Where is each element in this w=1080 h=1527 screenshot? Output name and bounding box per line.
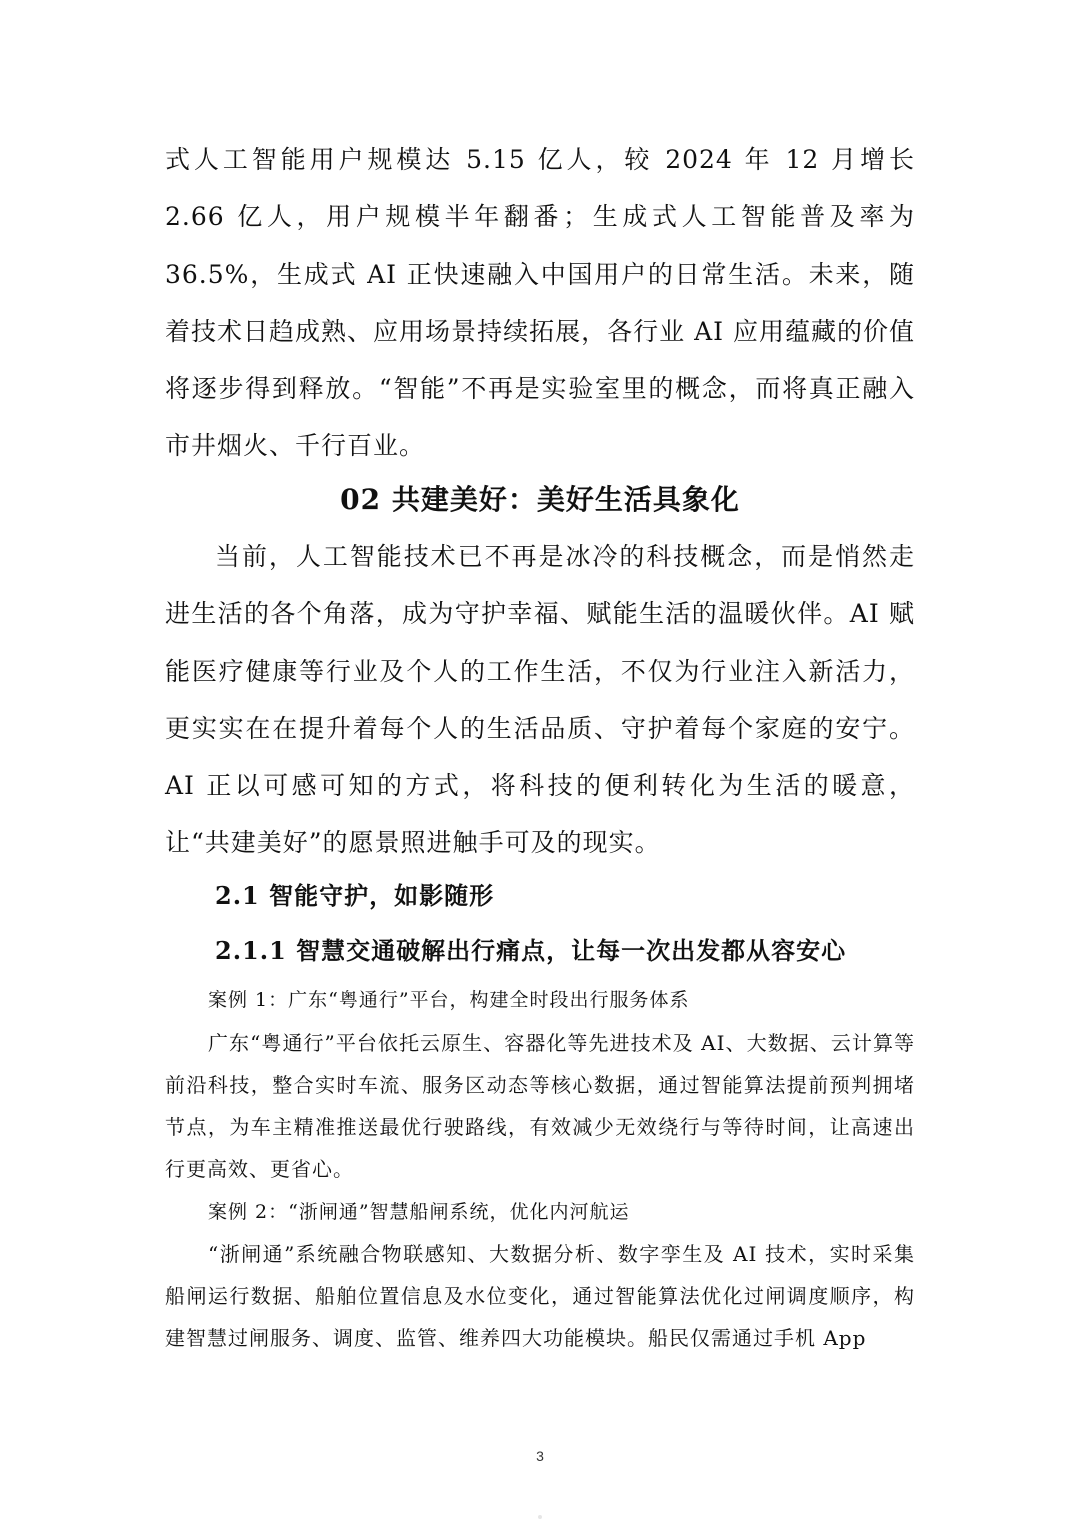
subsubsection-title: 2.1.1 智慧交通破解出行痛点，让每一次出发都从容安心 <box>215 936 847 965</box>
page-number: 3 <box>536 1448 544 1464</box>
intro-paragraph: 式人工智能用户规模达 5.15 亿人，较 2024 年 12 月增长 2.66 亿人，用户规模半年翻番；生成式人工智能普及率为 36.5%，生成式 AI 正快速融入中国用户的日常生活。未来，随着技术日趋成熟、应用场景持续拓展，各行业 AI 应用蕴藏的价值将逐步得到释放。“智能”不再是实验室里的概念，而将真正融入市井烟火、千行百业。 <box>165 145 915 461</box>
case2-title: 案例 2：“浙闸通”智慧船闸系统，优化内河航运 <box>208 1201 630 1223</box>
scan-artifact-dot <box>538 1515 542 1519</box>
section-paragraph: 当前，人工智能技术已不再是冰冷的科技概念，而是悄然走进生活的各个角落，成为守护幸福、赋能生活的温暖伙伴。AI 赋能医疗健康等行业及个人的工作生活，不仅为行业注入新活力，更实实在在提升着每个人的生活品质、守护着每个家庭的安宁。AI 正以可感可知的方式，将科技的便利转化为生活的暖意，让“共建美好”的愿景照进触手可及的现实。 <box>165 542 915 858</box>
case1-title: 案例 1：广东“粤通行”平台，构建全时段出行服务体系 <box>208 989 690 1011</box>
case2-body: “浙闸通”系统融合物联感知、大数据分析、数字孪生及 AI 技术，实时采集船闸运行数据、船舶位置信息及水位变化，通过智能算法优化过闸调度顺序，构建智慧过闸服务、调度、监管、维养四大功能模块。船民仅需通过手机 App <box>165 1242 915 1350</box>
section-title: 02 共建美好：美好生活具象化 <box>340 483 740 516</box>
case1-body: 广东“粤通行”平台依托云原生、容器化等先进技术及 AI、大数据、云计算等前沿科技，整合实时车流、服务区动态等核心数据，通过智能算法提前预判拥堵节点，为车主精准推送最优行驶路线，有效减少无效绕行与等待时间，让高速出行更高效、更省心。 <box>165 1031 915 1181</box>
subsection-title: 2.1 智能守护，如影随形 <box>215 881 495 910</box>
